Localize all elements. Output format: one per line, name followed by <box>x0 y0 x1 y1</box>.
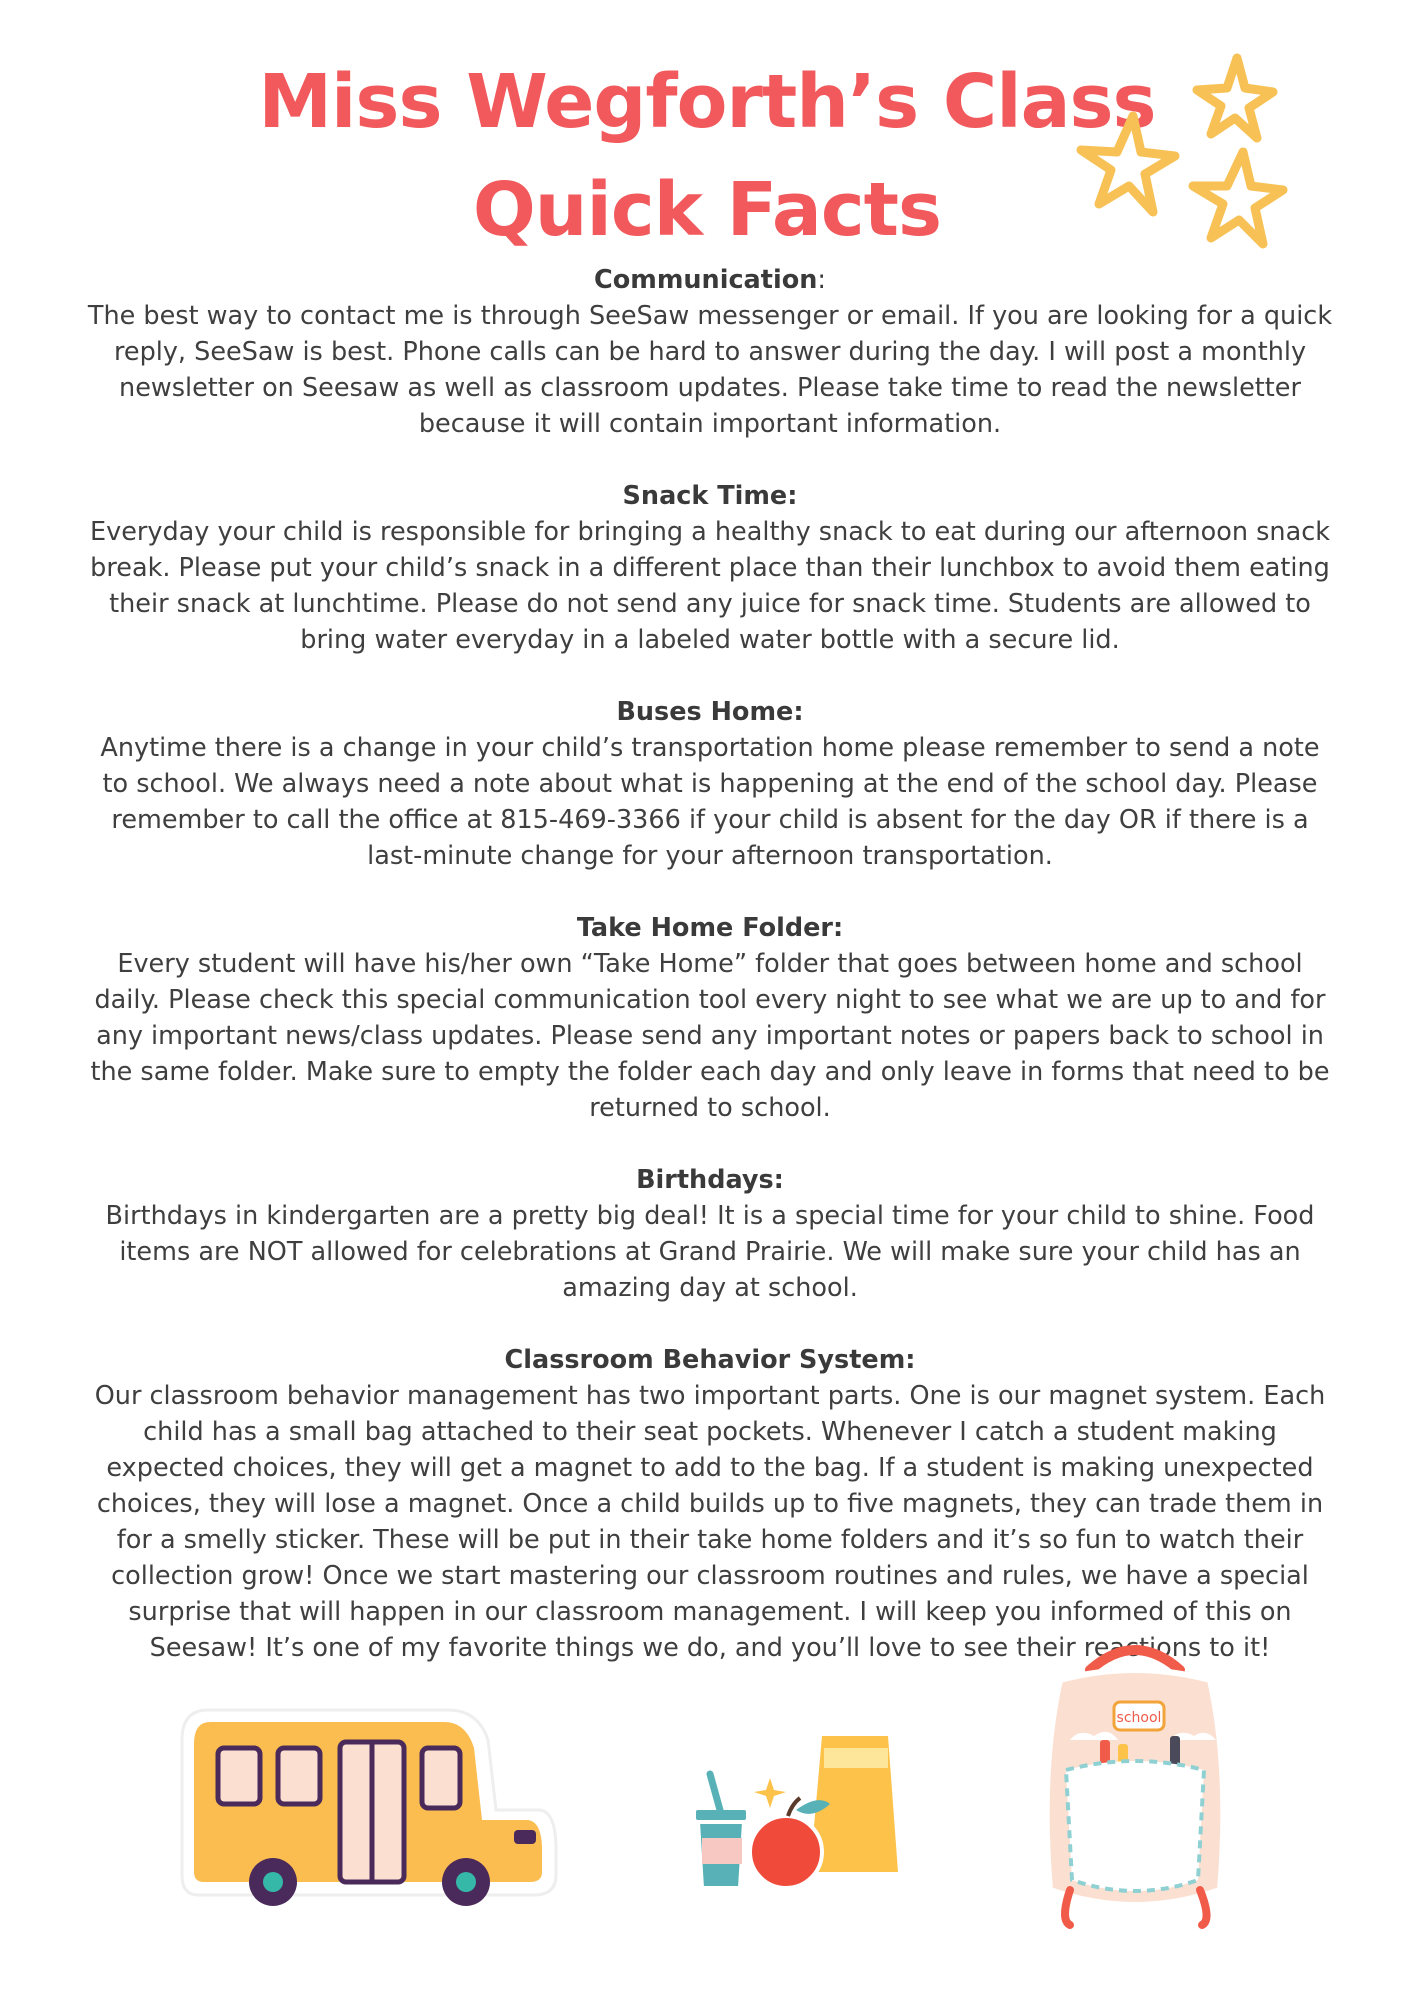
stars-icon <box>1065 40 1295 260</box>
section-snack-time <box>85 478 1335 658</box>
section-birthdays <box>85 1162 1335 1306</box>
section-heading: Buses Home: <box>616 697 804 727</box>
section-heading <box>85 262 1335 298</box>
section-body: Our classroom behavior management has two important parts. One is our magnet system. Each child has a small bag attached to their seat pockets. Whenever I catch a student making expected choices, they will get a magnet to add to the bag. If a student is making unexpected choices, they will lose a magnet. Once a child builds up to five magnets, they can trade them in for a smelly sticker. These will be put in their take home folders and it’s so fun to watch their collection grow! Once we start mastering our classroom routines and rules, we have a special surprise that will happen in our classroom management. I will keep you informed of this on Seesaw! It’s one of my favorite things we do, and you’ll love to see their reactions to it! <box>94 1381 1326 1663</box>
section-buses-home <box>85 694 1335 874</box>
section-heading: Take Home Folder: <box>576 913 844 943</box>
section-heading: Snack Time: <box>622 481 798 511</box>
section-take-home-folder <box>85 910 1335 1126</box>
section-body: Everyday your child is responsible for bringing a healthy snack to eat during our afternoon snack break. Please put your child’s snack in a different place than their lunchbox to avoid them eating their snack at lunchtime. Please do not send any juice for snack time. Students are allowed to bring water everyday in a labeled water bottle with a secure lid. <box>90 517 1330 655</box>
backpack-icon <box>1030 1640 1240 1930</box>
heading-text: Communication <box>594 265 818 295</box>
section-heading: Classroom Behavior System: <box>504 1345 916 1375</box>
backpack-label: school <box>1116 1710 1162 1726</box>
section-communication <box>85 262 1335 442</box>
section-heading: Birthdays: <box>636 1165 784 1195</box>
school-bus-icon <box>178 1700 560 1920</box>
section-body: Anytime there is a change in your child’s transportation home please remember to send a note to school. We always need a note about what is happening at the end of the school day. Please remember to call the office at 815-469-3366 if your child is absent for the day OR if there is a last-minute change for your afternoon transportation. <box>100 733 1320 871</box>
title-line-1: Miss Wegforth’s Class <box>258 59 1156 145</box>
section-behavior-system <box>85 1342 1335 1666</box>
section-body: Every student will have his/her own “Take Home” folder that goes between home and school daily. Please check this special communication tool every night to see what we are up to and for any important news/class updates. Please send any important notes or papers back to school in the same folder. Make sure to empty the folder each day and only leave in forms that need to be returned to school. <box>90 949 1330 1123</box>
snack-lunch-icon <box>684 1720 914 1900</box>
section-body: The best way to contact me is through SeeSaw messenger or email. If you are looking for a quick reply, SeeSaw is best. Phone calls can be hard to answer during the day. I will post a monthly newsletter on Seesaw as well as classroom updates. Please take time to read the newsletter because it will contain important information. <box>87 301 1333 439</box>
section-body: Birthdays in kindergarten are a pretty big deal! It is a special time for your child to shine. Food items are NOT allowed for celebrations at Grand Prairie. We will make sure your child has an amazing day at school. <box>105 1201 1315 1303</box>
facts-content <box>85 262 1335 1702</box>
title-line-2: Quick Facts <box>472 167 942 253</box>
heading-suffix: : <box>817 265 826 295</box>
